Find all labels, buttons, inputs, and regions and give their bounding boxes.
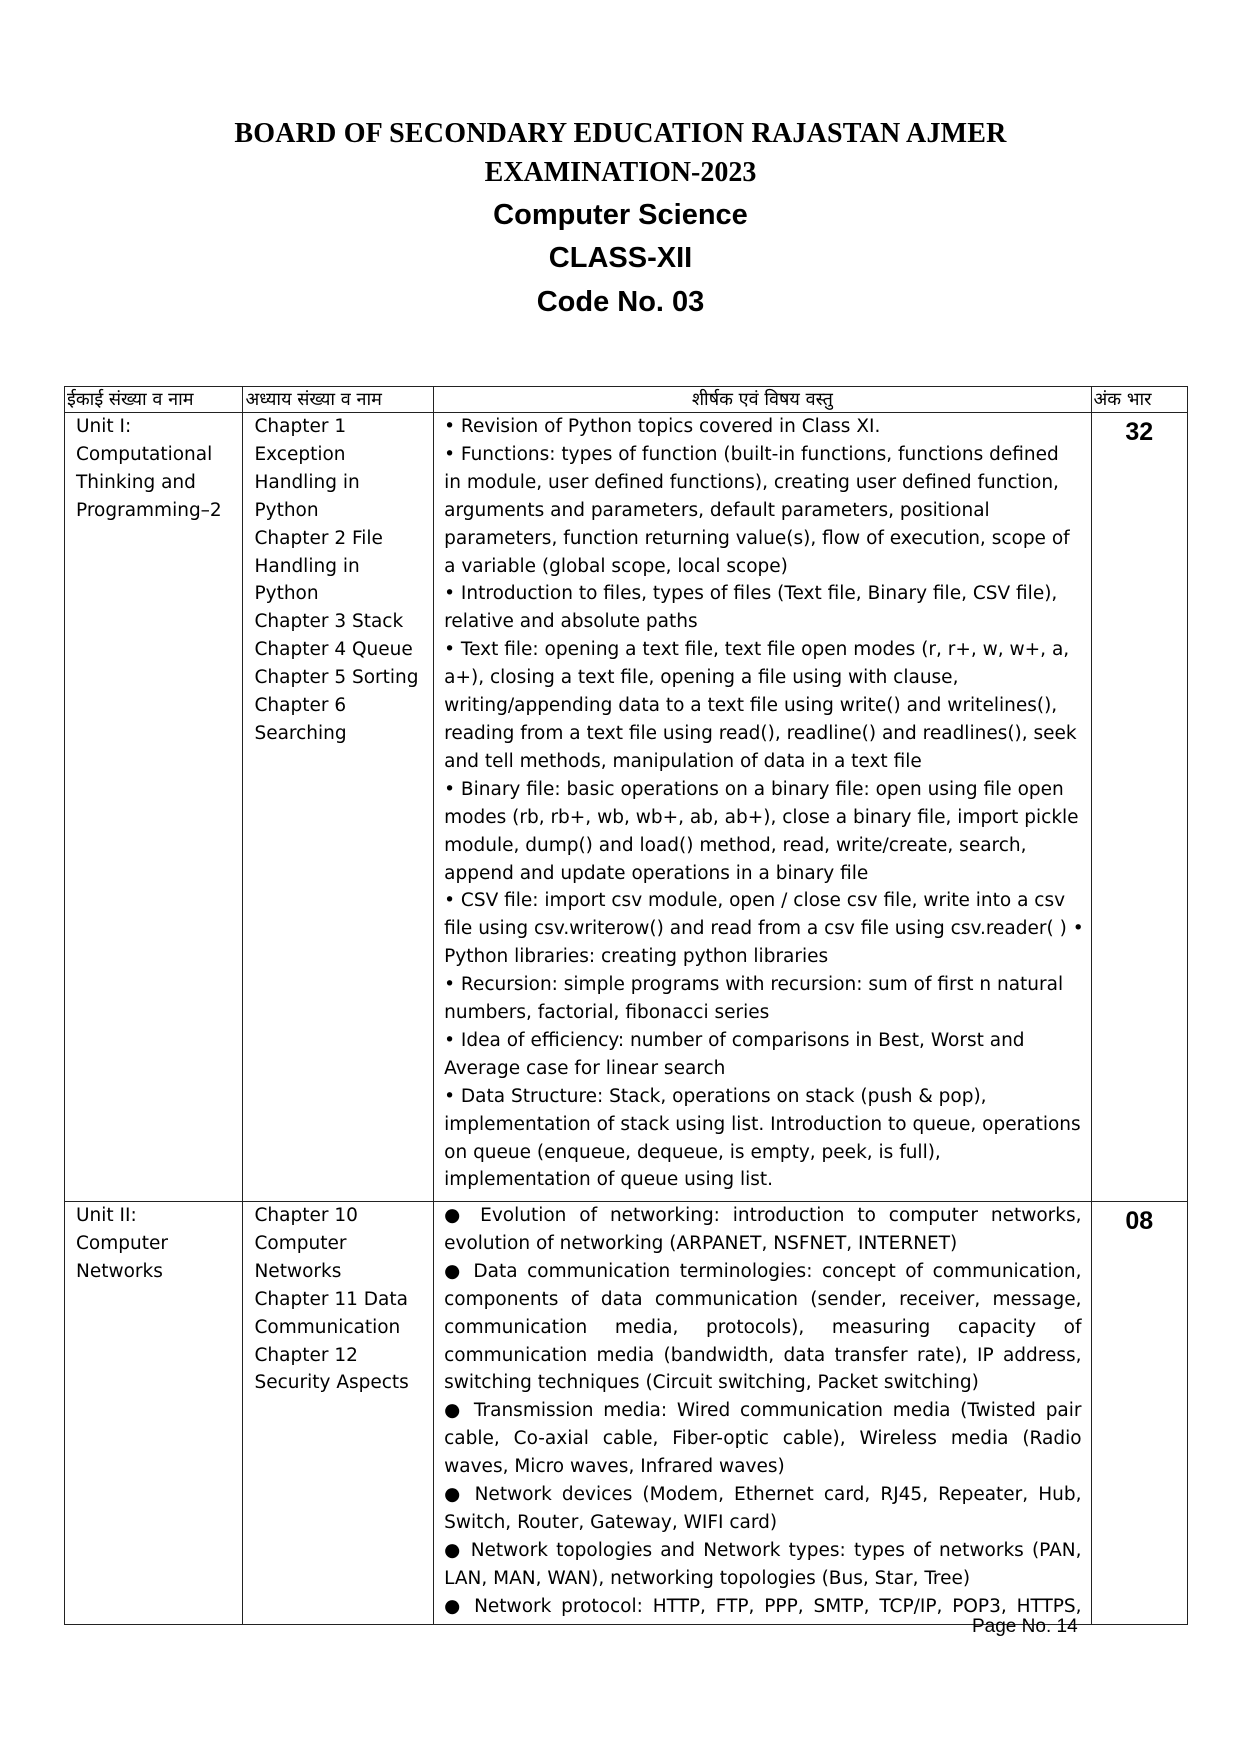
chapter-line: Communication bbox=[254, 1316, 401, 1338]
chapter-line: Python bbox=[254, 499, 319, 521]
topic-line: module, dump() and load() method, read, write/create, search, bbox=[444, 834, 1027, 856]
chapter-line: Chapter 11 Data bbox=[254, 1288, 408, 1310]
table-header-row bbox=[65, 387, 1188, 413]
topic-line: implementation of stack using list. Introduction to queue, operations bbox=[444, 1113, 1081, 1135]
topic-line: and tell methods, manipulation of data in a text file bbox=[444, 750, 922, 772]
page-number: Page No. 14 bbox=[972, 1616, 1078, 1637]
topic-line: • Introduction to files, types of files (Text file, Binary file, CSV file), bbox=[444, 583, 1058, 605]
chapter-line: Exception bbox=[254, 443, 346, 465]
unit-cell bbox=[65, 1202, 243, 1625]
topic-line: modes (rb, rb+, wb, wb+, ab, ab+), close a binary file, import pickle bbox=[444, 806, 1079, 828]
chapter-cell bbox=[243, 1202, 434, 1625]
topic-line: ● Network devices (Modem, Ethernet card, RJ45, Repeater, Hub, bbox=[444, 1484, 1082, 1506]
topic-line: • Functions: types of function (built-in functions, functions defined bbox=[444, 443, 1059, 465]
table-row bbox=[65, 413, 1188, 1202]
topic-line: Switch, Router, Gateway, WIFI card) bbox=[444, 1511, 778, 1533]
topic-line: Average case for linear search bbox=[444, 1057, 726, 1079]
chapter-line: Chapter 2 File bbox=[254, 527, 383, 549]
topic-line: parameters, function returning value(s), flow of execution, scope of bbox=[444, 527, 1070, 549]
topic-line: numbers, factorial, fibonacci series bbox=[444, 1002, 770, 1024]
unit-line: Unit I: bbox=[76, 416, 132, 437]
chapter-line: Chapter 6 bbox=[254, 695, 347, 717]
class-title: CLASS-XII bbox=[548, 242, 693, 274]
topic-line: • Data Structure: Stack, operations on stack (push & pop), bbox=[444, 1085, 987, 1107]
topic-line: ● Data communication terminologies: concept of communication, bbox=[444, 1260, 1082, 1282]
topic-line: on queue (enqueue, dequeue, is empty, peek, is full), bbox=[444, 1141, 941, 1163]
topic-line: implementation of queue using list. bbox=[444, 1169, 774, 1191]
chapter-line: Chapter 1 bbox=[254, 416, 347, 437]
topic-line: append and update operations in a binary file bbox=[444, 862, 869, 884]
header-chapter: अध्याय संख्या व नाम bbox=[243, 387, 434, 413]
unit-cell bbox=[65, 413, 243, 1202]
subject-title: Computer Science bbox=[493, 199, 748, 231]
chapter-line: Networks bbox=[254, 1260, 342, 1282]
topic-line: arguments and parameters, default parameters, positional bbox=[444, 499, 990, 521]
unit-line: Unit II: bbox=[76, 1205, 137, 1226]
topic-line: communication media (bandwidth, data transfer rate), IP address, bbox=[444, 1344, 1082, 1366]
topic-line: a variable (global scope, local scope) bbox=[444, 555, 788, 577]
topics-cell bbox=[434, 1202, 1091, 1625]
header-marks: अंक भार bbox=[1091, 387, 1187, 413]
topic-line: reading from a text file using read(), readline() and readlines(), seek bbox=[444, 722, 1077, 744]
chapter-line: Handling in bbox=[254, 471, 360, 493]
topic-line: • Idea of efficiency: number of comparisons in Best, Worst and bbox=[444, 1029, 1025, 1051]
topic-line: writing/appending data to a text file using write() and writelines(), bbox=[444, 695, 1058, 717]
syllabus-table bbox=[64, 386, 1188, 1625]
topic-line: • Revision of Python topics covered in Class XI. bbox=[444, 416, 881, 437]
topic-line: • Text file: opening a text file, text file open modes (r, r+, w, w+, a, bbox=[444, 639, 1070, 661]
topic-line: LAN, MAN, WAN), networking topologies (Bus, Star, Tree) bbox=[444, 1567, 971, 1589]
chapter-line: Searching bbox=[254, 722, 347, 744]
unit-line: Networks bbox=[76, 1260, 163, 1282]
topic-line: • Binary file: basic operations on a binary file: open using file open bbox=[444, 778, 1064, 800]
topic-line: ● Evolution of networking: introduction to computer networks, bbox=[444, 1205, 1082, 1226]
header-unit: ईकाई संख्या व नाम bbox=[65, 387, 243, 413]
table-row bbox=[65, 1202, 1188, 1625]
topic-line: ● Transmission media: Wired communication media (Twisted pair bbox=[444, 1400, 1082, 1422]
chapter-line: Chapter 10 bbox=[254, 1205, 358, 1226]
topic-line: file using csv.writerow() and read from a csv file using csv.reader( ) • bbox=[444, 918, 1084, 940]
topic-line: relative and absolute paths bbox=[444, 611, 698, 633]
topic-line: Python libraries: creating python libraries bbox=[444, 946, 829, 968]
topic-line: communication media, protocols), measuring capacity of bbox=[444, 1316, 1082, 1338]
chapter-line: Chapter 12 bbox=[254, 1344, 358, 1366]
header-topics: शीर्षक एवं विषय वस्तु bbox=[434, 387, 1091, 413]
chapter-line: Handling in bbox=[254, 555, 360, 577]
chapter-line: Chapter 5 Sorting bbox=[254, 667, 419, 689]
topic-line: cable, Co-axial cable, Fiber-optic cable), Wireless media (Radio bbox=[444, 1428, 1082, 1450]
board-title: BOARD OF SECONDARY EDUCATION RAJASTAN AJMER bbox=[234, 118, 1007, 149]
topic-line: ● Network protocol: HTTP, FTP, PPP, SMTP, TCP/IP, POP3, HTTPS, bbox=[444, 1595, 1082, 1617]
chapter-line: Computer bbox=[254, 1232, 347, 1254]
chapter-line: Chapter 3 Stack bbox=[254, 611, 404, 633]
topics-cell bbox=[434, 413, 1091, 1202]
unit-line: Computational bbox=[76, 443, 213, 465]
topic-line: switching techniques (Circuit switching, Packet switching) bbox=[444, 1372, 979, 1394]
code-title: Code No. 03 bbox=[536, 286, 705, 318]
exam-title: EXAMINATION-2023 bbox=[484, 157, 757, 188]
topic-line: components of data communication (sender, receiver, message, bbox=[444, 1288, 1082, 1310]
topic-line: a+), closing a text file, opening a file using with clause, bbox=[444, 667, 959, 689]
marks-cell: 08 bbox=[1091, 1202, 1187, 1625]
marks-cell: 32 bbox=[1091, 413, 1187, 1202]
chapter-line: Chapter 4 Queue bbox=[254, 639, 413, 661]
topic-line: in module, user defined functions), creating user defined function, bbox=[444, 471, 1059, 493]
unit-line: Thinking and bbox=[76, 471, 196, 493]
chapter-line: Security Aspects bbox=[254, 1372, 409, 1394]
chapter-cell bbox=[243, 413, 434, 1202]
unit-line: Programming–2 bbox=[76, 499, 222, 521]
topic-line: • CSV file: import csv module, open / close csv file, write into a csv bbox=[444, 890, 1066, 912]
topic-line: ● Network topologies and Network types: types of networks (PAN, bbox=[444, 1539, 1082, 1561]
unit-line: Computer bbox=[76, 1232, 168, 1254]
chapter-line: Python bbox=[254, 583, 319, 605]
topic-line: evolution of networking (ARPANET, NSFNET, INTERNET) bbox=[444, 1232, 958, 1254]
topic-line: • Recursion: simple programs with recursion: sum of first n natural bbox=[444, 974, 1064, 996]
topic-line: waves, Micro waves, Infrared waves) bbox=[444, 1456, 785, 1478]
